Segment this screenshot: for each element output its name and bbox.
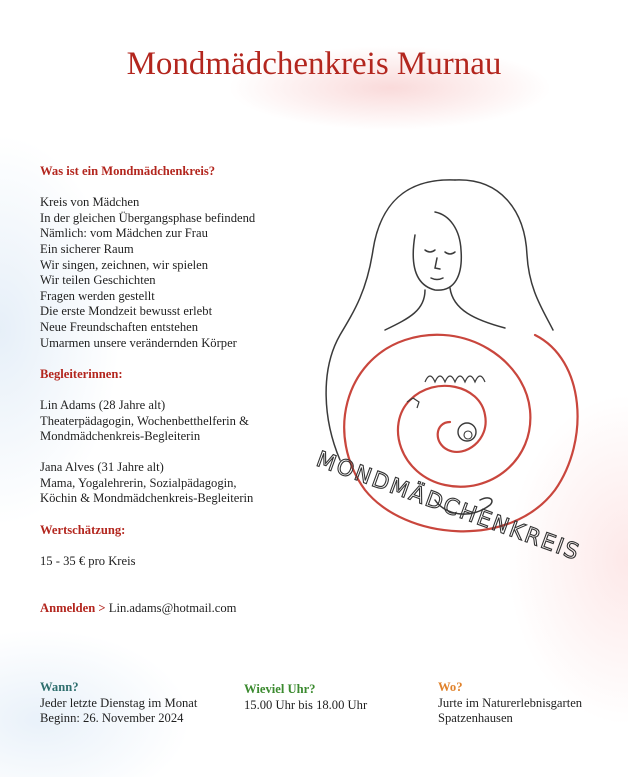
about-line: Ein sicherer Raum [40,241,134,256]
about-line: Nämlich: vom Mädchen zur Frau [40,226,208,241]
about-line: Wir teilen Geschichten [40,273,156,288]
when-block [40,680,240,727]
moon-icon [458,423,476,441]
guide-name: Jana Alves (31 Jahre alt) [40,460,164,475]
where-label: Wo? [438,680,463,694]
where-line: Spatzenhausen [438,711,513,726]
price-value: 15 - 35 € pro Kreis [40,553,136,568]
where-line: Jurte im Naturerlebnisgarten [438,695,583,710]
guides-heading: Begleiterinnen: [40,366,123,381]
about-line: Wir singen, zeichnen, wir spielen [40,257,209,272]
page-title: Mondmädchenkreis Murnau [126,46,502,82]
about-line: Kreis von Mädchen [40,195,140,210]
time-line: 15.00 Uhr bis 18.00 Uhr [244,697,368,712]
logo-wordmark: MONDMÄDCHENKREIS [312,447,584,567]
guide-role: Mama, Yogalehrerin, Sozialpädagogin, [40,475,237,490]
about-line: Neue Freundschaften entstehen [40,319,199,334]
about-heading: Was ist ein Mondmädchenkreis? [40,164,216,178]
signup-label: Anmelden > [40,600,106,615]
guide-role: Theaterpädagogin, Wochenbetthelferin & [40,413,249,428]
signup-line [40,601,340,617]
time-label: Wieviel Uhr? [244,682,316,696]
guide-role: Köchin & Mondmädchenkreis-Begleiterin [40,491,254,506]
mondmaedchen-drawing [285,160,620,590]
about-line: In der gleichen Übergangsphase befindend [40,210,256,225]
about-line: Fragen werden gestellt [40,288,155,303]
when-line: Jeder letzte Dienstag im Monat [40,695,198,710]
when-line: Beginn: 26. November 2024 [40,711,184,726]
signup-email-link[interactable]: Lin.adams@hotmail.com [108,600,237,615]
where-block [438,680,618,727]
price-heading: Wertschätzung: [40,522,126,537]
when-label: Wann? [40,680,79,694]
time-block [244,682,414,713]
guide-name: Lin Adams (28 Jahre alt) [40,397,166,412]
guide-role: Mondmädchenkreis-Begleiterin [40,429,201,444]
about-line: Die erste Mondzeit bewusst erlebt [40,304,213,319]
about-line: Umarmen unsere verändernden Körper [40,335,237,350]
